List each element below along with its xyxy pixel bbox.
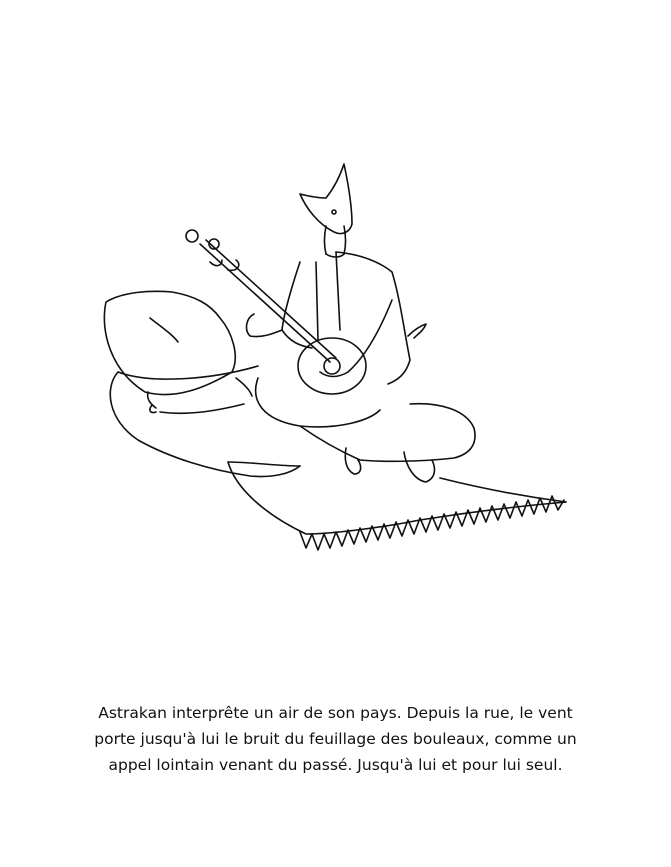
- crossed-legs: [256, 378, 475, 461]
- arm-left: [247, 314, 282, 337]
- robe: [282, 252, 410, 384]
- mattress: [110, 366, 300, 477]
- caption-line-2: porte jusqu'à lui le bruit du feuillage des bouleaux, comme un: [94, 730, 577, 748]
- caption: [60, 700, 611, 778]
- caption-line-3: appel lointain venant du passé. Jusqu'à lui et pour lui seul.: [108, 756, 563, 774]
- lute-body: [298, 338, 366, 394]
- head: [300, 164, 352, 234]
- lute-neck: [200, 240, 336, 362]
- caption-line-1: Astrakan interprête un air de son pays. Depuis la rue, le vent: [98, 704, 573, 722]
- neck: [325, 226, 346, 254]
